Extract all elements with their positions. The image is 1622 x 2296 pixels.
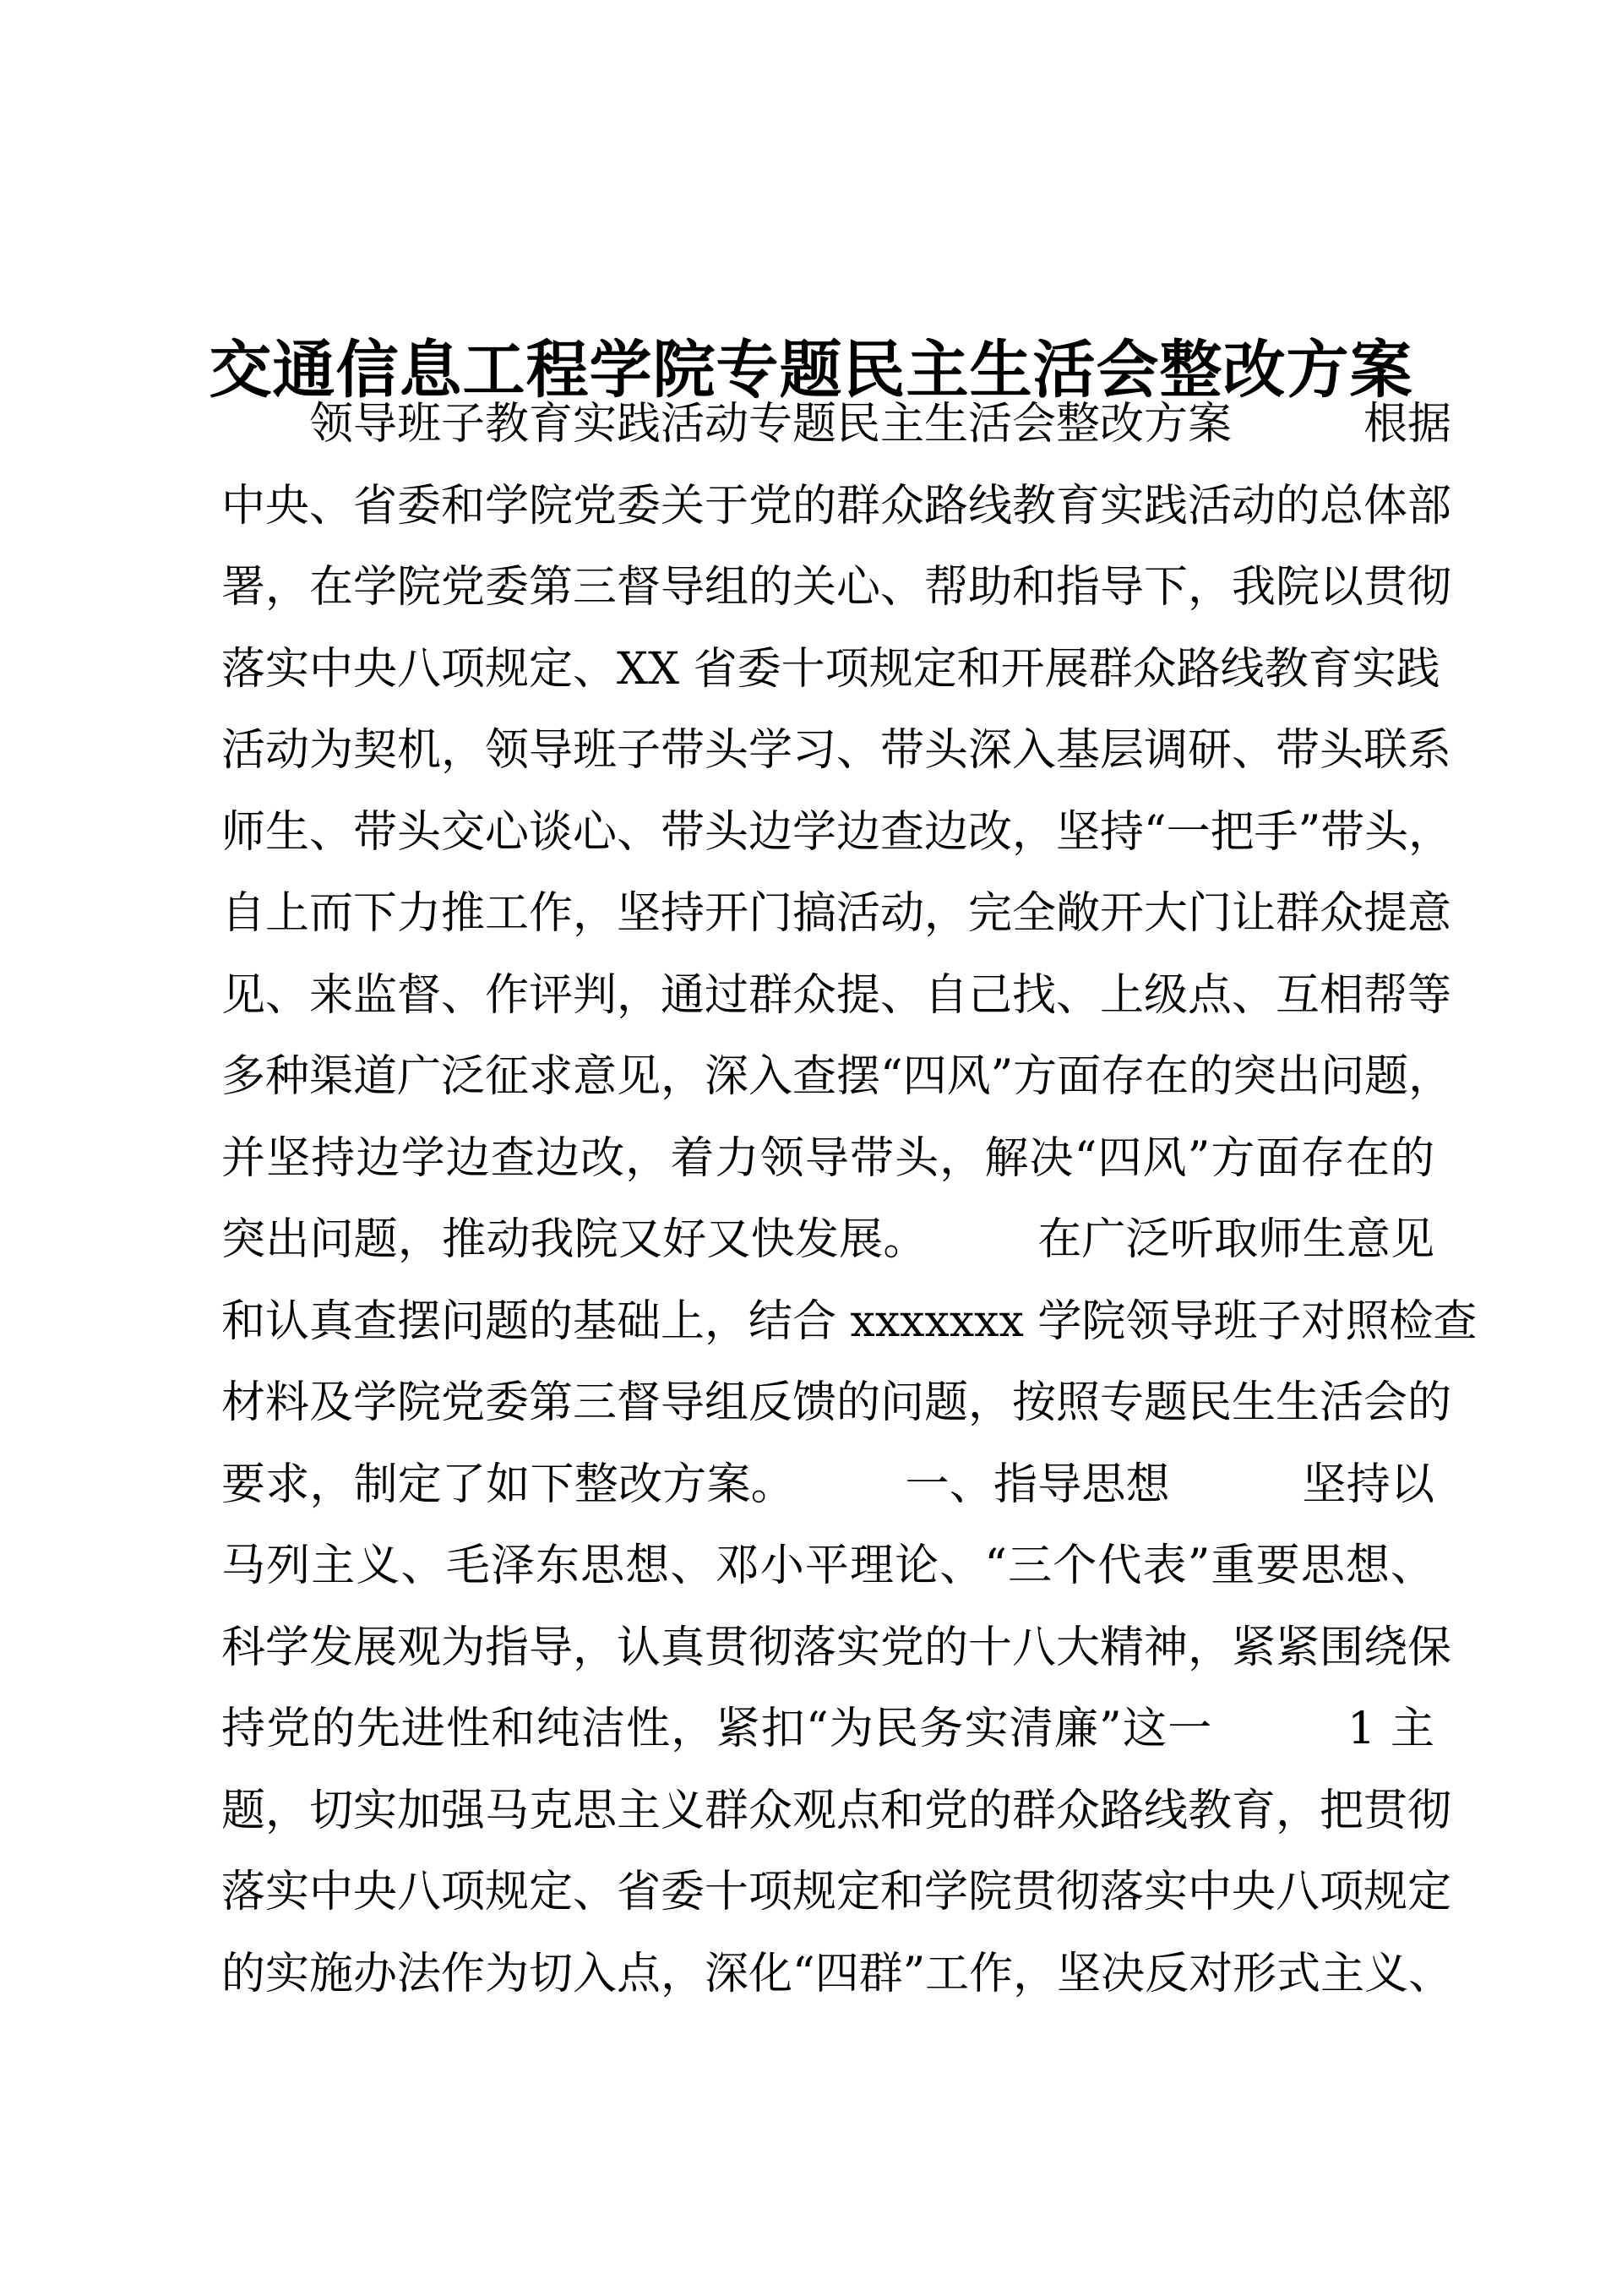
body-line: 落实中央八项规定、XX 省委十项规定和开展群众路线教育实践 xyxy=(221,643,1440,695)
body-line: 自上而下力推工作，坚持开门搞活动，完全敞开大门让群众提意 xyxy=(221,888,1452,939)
document-body xyxy=(221,384,1478,2015)
body-line: 活动为契机，领导班子带头学习、带头深入基层调研、带头联系 xyxy=(221,725,1452,776)
body-line: 的实施办法作为切入点，深化“四群”工作，坚决反对形式主义、 xyxy=(221,1948,1453,1999)
body-line: 持党的先进性和纯洁性，紧扣“为民务实清廉”这一 1 主 xyxy=(221,1704,1434,1754)
body-line: 科学发展观为指导，认真贯彻落实党的十八大精神，紧紧围绕保 xyxy=(221,1622,1452,1673)
body-line: 并坚持边学边查边改，着力领导带头，解决“四风”方面存在的 xyxy=(221,1132,1434,1184)
body-line: 见、来监督、作评判，通过群众提、自己找、上级点、互相帮等 xyxy=(221,969,1452,1021)
body-line: 落实中央八项规定、省委十项规定和学院贯彻落实中央八项规定 xyxy=(221,1867,1452,1917)
body-line: 多种渠道广泛征求意见，深入查摆“四风”方面存在的突出问题， xyxy=(221,1051,1453,1102)
body-line: 署，在学院党委第三督导组的关心、帮助和指导下，我院以贯彻 xyxy=(221,562,1452,613)
body-line: 师生、带头交心谈心、带头边学边查边改，坚持“一把手”带头， xyxy=(221,806,1453,858)
body-line: 材料及学院党委第三督导组反馈的问题，按照专题民生生活会的 xyxy=(221,1377,1452,1428)
body-line: 要求，制定了如下整改方案。 一、指导思想 坚持以 xyxy=(221,1459,1434,1510)
body-line: 领导班子教育实践活动专题民主生活会整改方案 根据 xyxy=(221,399,1452,450)
body-line: 中央、省委和学院党委关于党的群众路线教育实践活动的总体部 xyxy=(221,480,1452,532)
document-title: 交通信息工程学院专题民主生活会整改方案 xyxy=(209,333,1413,406)
body-line: 和认真查摆问题的基础上，结合 xxxxxxx 学院领导班子对照检查 xyxy=(221,1295,1478,1347)
body-line: 突出问题，推动我院又好又快发展。 在广泛听取师生意见 xyxy=(221,1214,1434,1265)
body-line: 马列主义、毛泽东思想、邓小平理论、“三个代表”重要思想、 xyxy=(221,1541,1434,1591)
body-line: 题，切实加强马克思主义群众观点和党的群众路线教育，把贯彻 xyxy=(221,1785,1452,1836)
